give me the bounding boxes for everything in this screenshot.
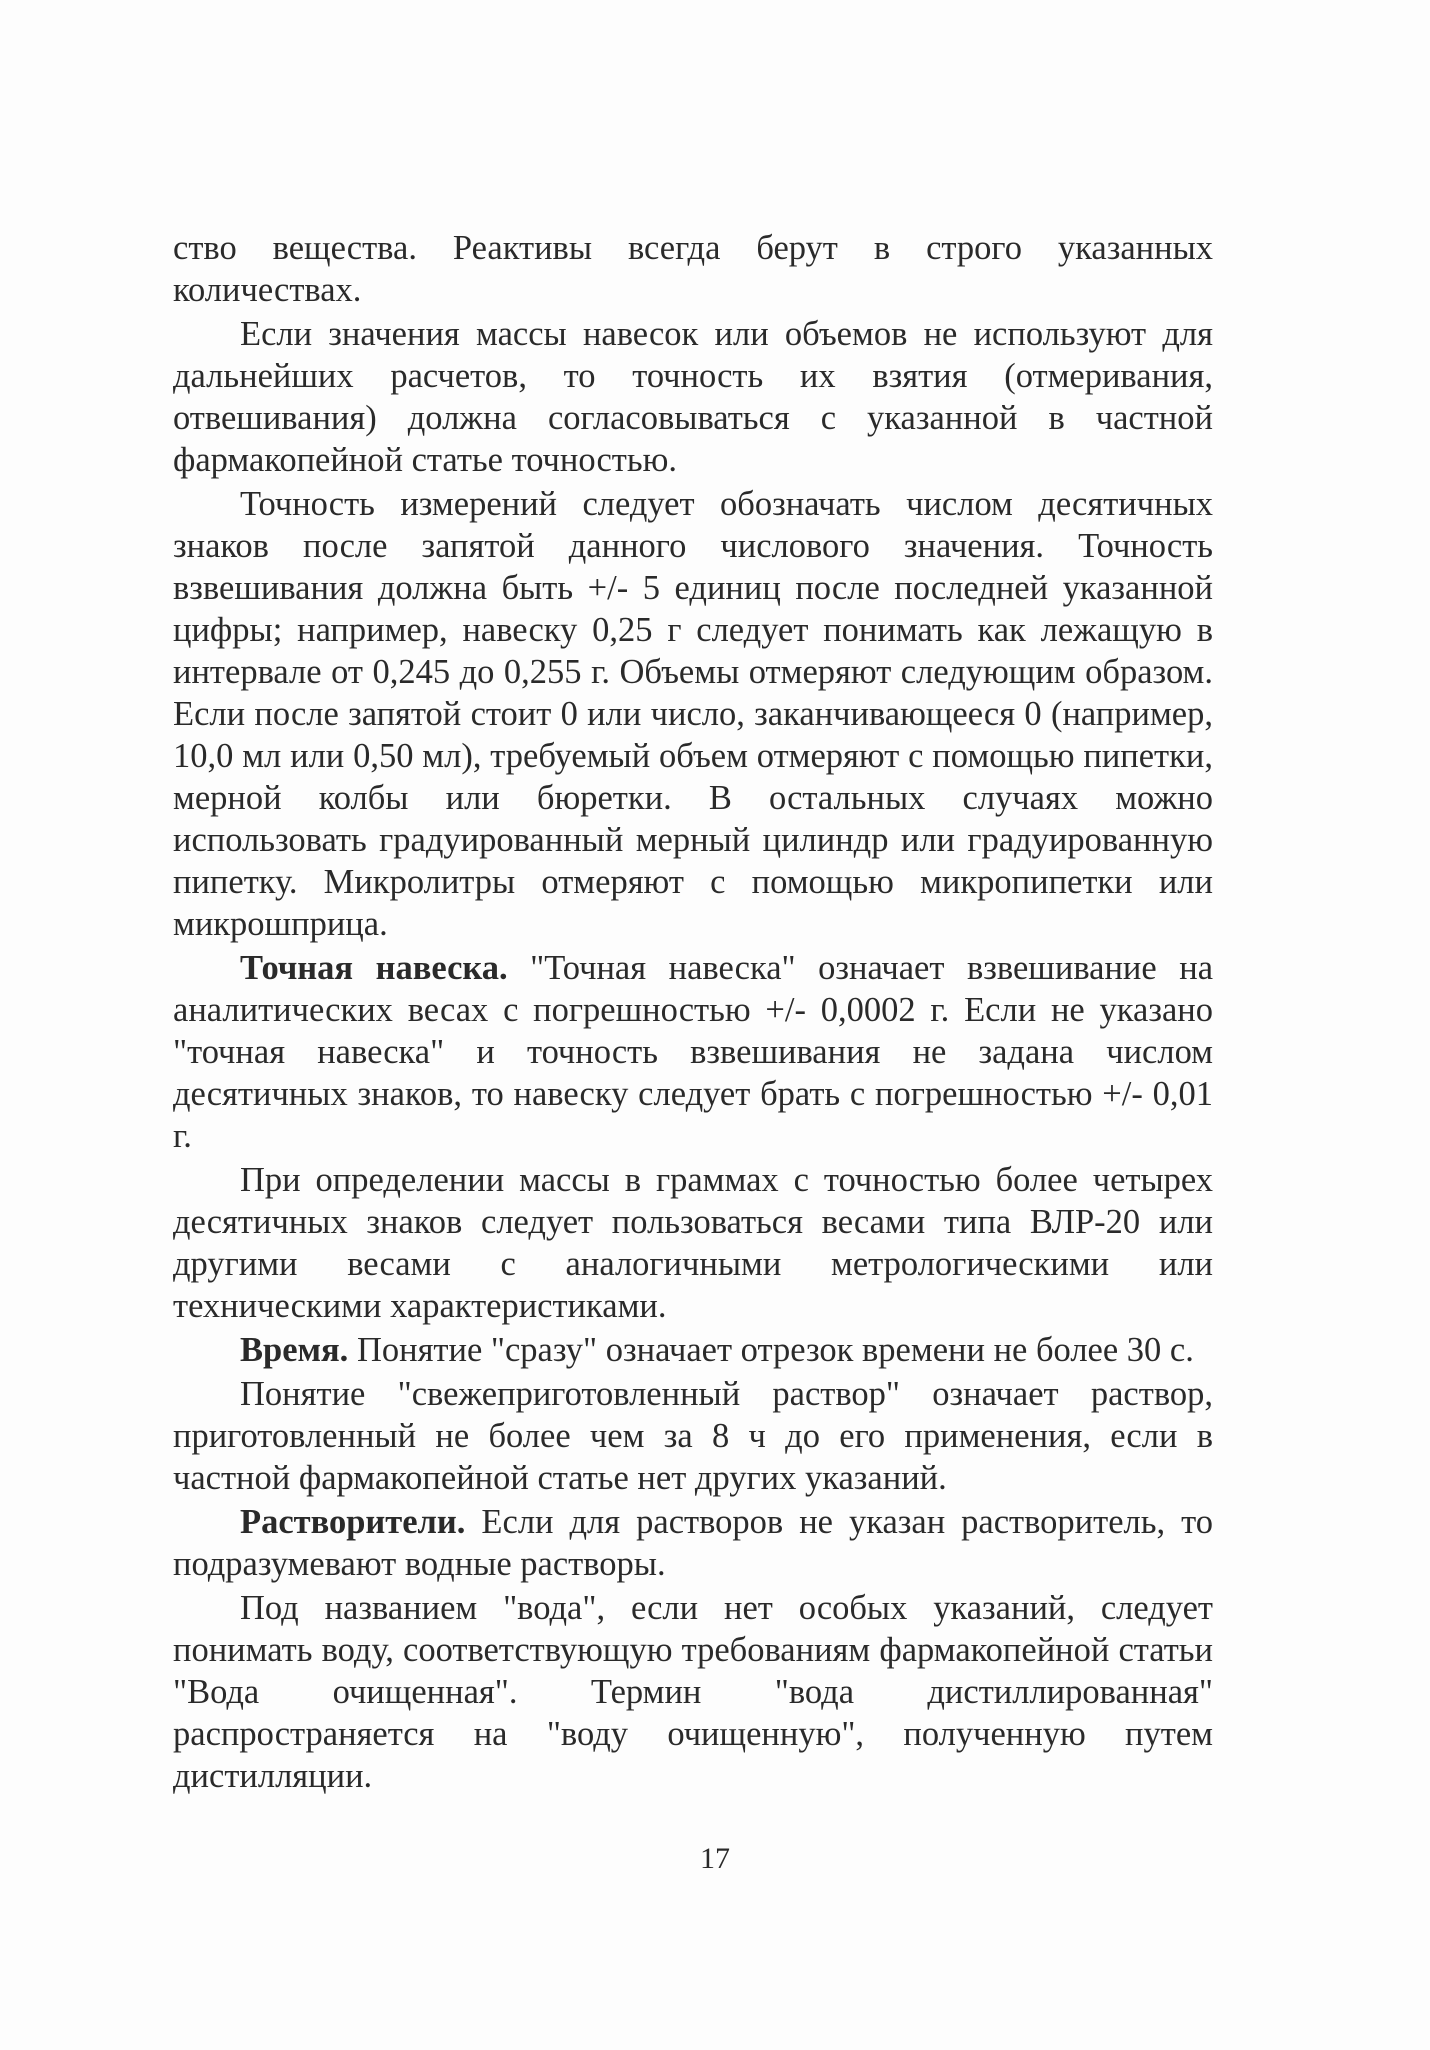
paragraph-measurement-accuracy (173, 483, 1213, 945)
paragraph-continuation (173, 227, 1213, 311)
section-heading: Растворители. (240, 1503, 466, 1541)
section-heading: Точная навеска. (240, 949, 508, 987)
paragraph-exact-weighing (173, 947, 1213, 1157)
paragraph-fresh-solution (173, 1373, 1213, 1499)
paragraph-text: Если значения массы навесок или объемов не используют для дальнейших расчетов, то точность их взятия (отмеривания, отвешивания) должна согласовываться с указанной в частной фармакопейной статье точностью. (173, 315, 1213, 479)
paragraph-solvents (173, 1501, 1213, 1585)
paragraph-text: Если для растворов не указан растворитель, то подразумевают водные растворы. (173, 1503, 1213, 1583)
paragraph-text: Точность измерений следует обозначать числом десятичных знаков после запятой данного числового значения. Точность взвешивания должна быть +/- 5 единиц после последней указанной цифры; например, навеску 0,25 г следует понимать как лежащую в интервале от 0,245 до 0,255 г. Объемы отмеряют следующим образом. Если после запятой стоит 0 или число, заканчивающееся 0 (например, 10,0 мл или 0,50 мл), требуемый объем отмеряют с помощью пипетки, мерной колбы или бюретки. В остальных случаях можно использовать градуированный мерный цилиндр или градуированную пипетку. Микролитры отмеряют с помощью микропипетки или микрошприца. (173, 485, 1213, 943)
paragraph-text: При определении массы в граммах с точностью более четырех десятичных знаков следует пользоваться весами типа ВЛР-20 или другими весами с аналогичными метрологическими или техническими характеристиками. (173, 1161, 1213, 1325)
paragraph-balance-type (173, 1159, 1213, 1327)
paragraph-text: Понятие "свежеприготовленный раствор" означает раствор, приготовленный не более чем за 8 ч до его применения, если в частной фармакопейной статье нет других указаний. (173, 1375, 1213, 1497)
paragraph-time (173, 1329, 1213, 1371)
body-text (173, 227, 1213, 1799)
section-heading: Время. (240, 1331, 349, 1369)
paragraph-water (173, 1587, 1213, 1797)
page-number: 17 (700, 1842, 730, 1875)
paragraph-text: "Точная навеска" означает взвешивание на аналитических весах с погрешностью +/- 0,0002 г. Если не указано "точная навеска" и точность взвешивания не задана числом десятичных знаков, то навеску следует брать с погрешностью +/- 0,01 г. (173, 949, 1214, 1155)
paragraph-text: Понятие "сразу" означает отрезок времени не более 30 с. (348, 1331, 1194, 1369)
paragraph-text: Под названием "вода", если нет особых указаний, следует понимать воду, соответствующую требованиям фармакопейной статьи "Вода очищенная". Термин "вода дистиллированная" распространяется на "воду очищенную", полученную путем дистилляции. (173, 1589, 1213, 1795)
paragraph-text: ство вещества. Реактивы всегда берут в строго указанных количествах. (173, 229, 1213, 309)
paragraph-weighing-precision (173, 313, 1213, 481)
